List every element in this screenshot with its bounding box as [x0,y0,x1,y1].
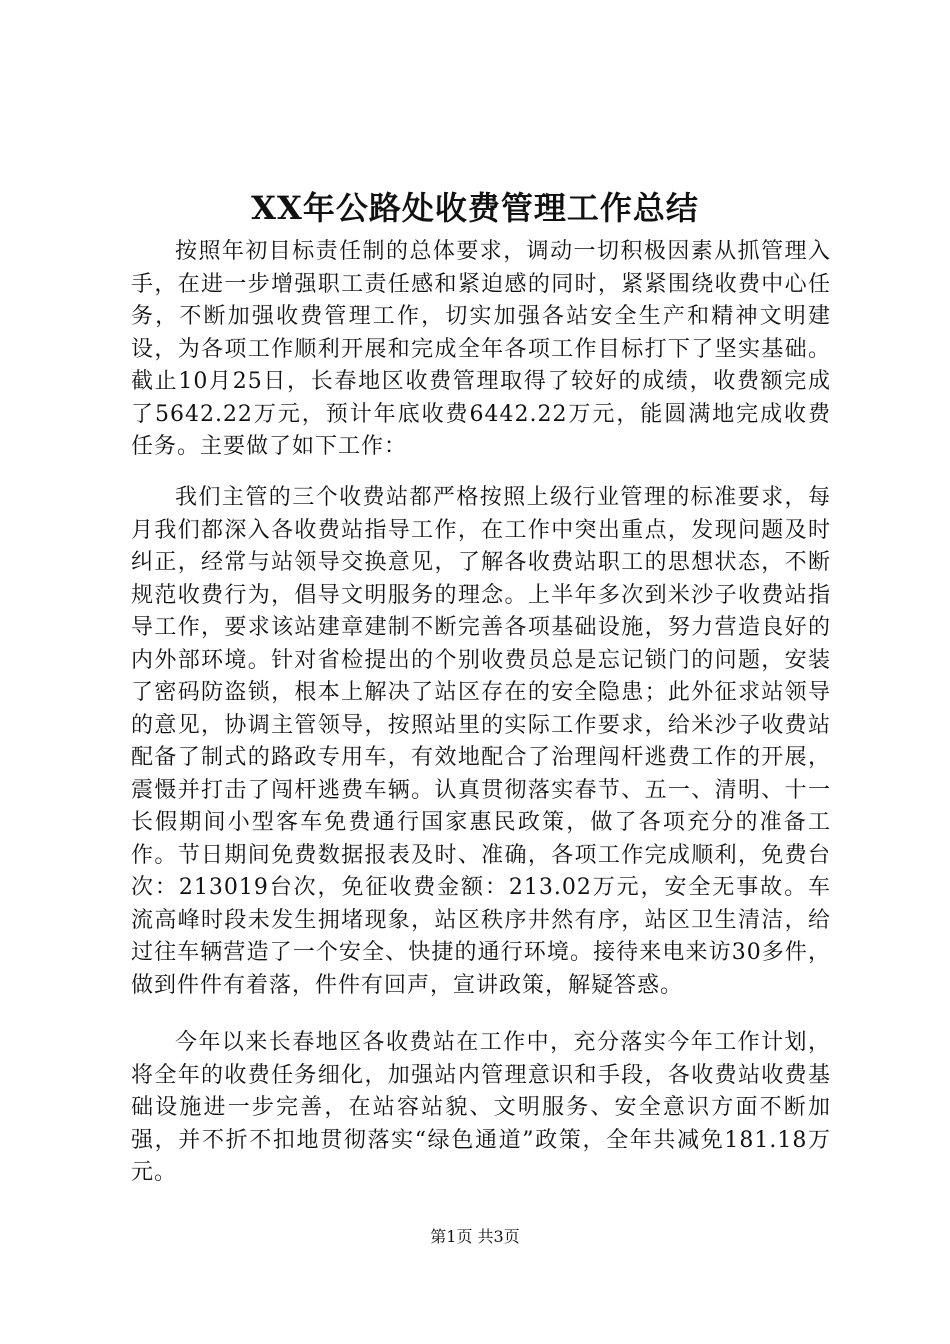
paragraph-station-management: 我们主管的三个收费站都严格按照上级行业管理的标准要求，每月我们都深入各收费站指导工作，在工作中突出重点，发现问题及时纠正，经常与站领导交换意见，了解各收费站职工的思想状态，不断规范收费行为，倡导文明服务的理念。上半年多次到米沙子收费站指导工作，要求该站建章建制不断完善各项基础设施，努力营造良好的内外部环境。针对省检提出的个别收费员总是忘记锁门的问题，安装了密码防盗锁，根本上解决了站区存在的安全隐患；此外征求站领导的意见，协调主管领导，按照站里的实际工作要求，给米沙子收费站配备了制式的路政专用车，有效地配合了治理闯杆逃费工作的开展，震慑并打击了闯杆逃费车辆。认真贯彻落实春节、五一、清明、十一长假期间小型客车免费通行国家惠民政策，做了各项充分的准备工作。节日期间免费数据报表及时、准确，各项工作完成顺利，免费台次：213019台次，免征收费金额：213.02万元，安全无事故。车流高峰时段未发生拥堵现象，站区秩序井然有序，站区卫生清洁，给过往车辆营造了一个安全、快捷的通行环境。接待来电来访30多件，做到件件有着落，件件有回声，宣讲政策，解疑答惑。 [131,485,831,998]
page-number-footer: 第1页 共3页 [430,1227,520,1246]
document-title: XX年公路处收费管理工作总结 [251,189,699,227]
paragraph-intro: 按照年初目标责任制的总体要求，调动一切积极因素从抓管理入手，在进一步增强职工责任感和紧迫感的同时，紧紧围绕收费中心任务，不断加强收费管理工作，切实加强各站安全生产和精神文明建设，为各项工作顺利开展和完成全年各项工作目标打下了坚实基础。截止10月25日，长春地区收费管理取得了较好的成绩，收费额完成了5642.22万元，预计年底收费6442.22万元，能圆满地完成收费任务。主要做了如下工作： [131,239,831,459]
paragraph-annual-progress: 今年以来长春地区各收费站在工作中，充分落实今年工作计划，将全年的收费任务细化，加强站内管理意识和手段，各收费站收费基础设施进一步完善，在站容站貌、文明服务、安全意识方面不断加强，并不折不扣地贯彻落实“绿色通道”政策，全年共减免181.18万元。 [131,1030,831,1185]
